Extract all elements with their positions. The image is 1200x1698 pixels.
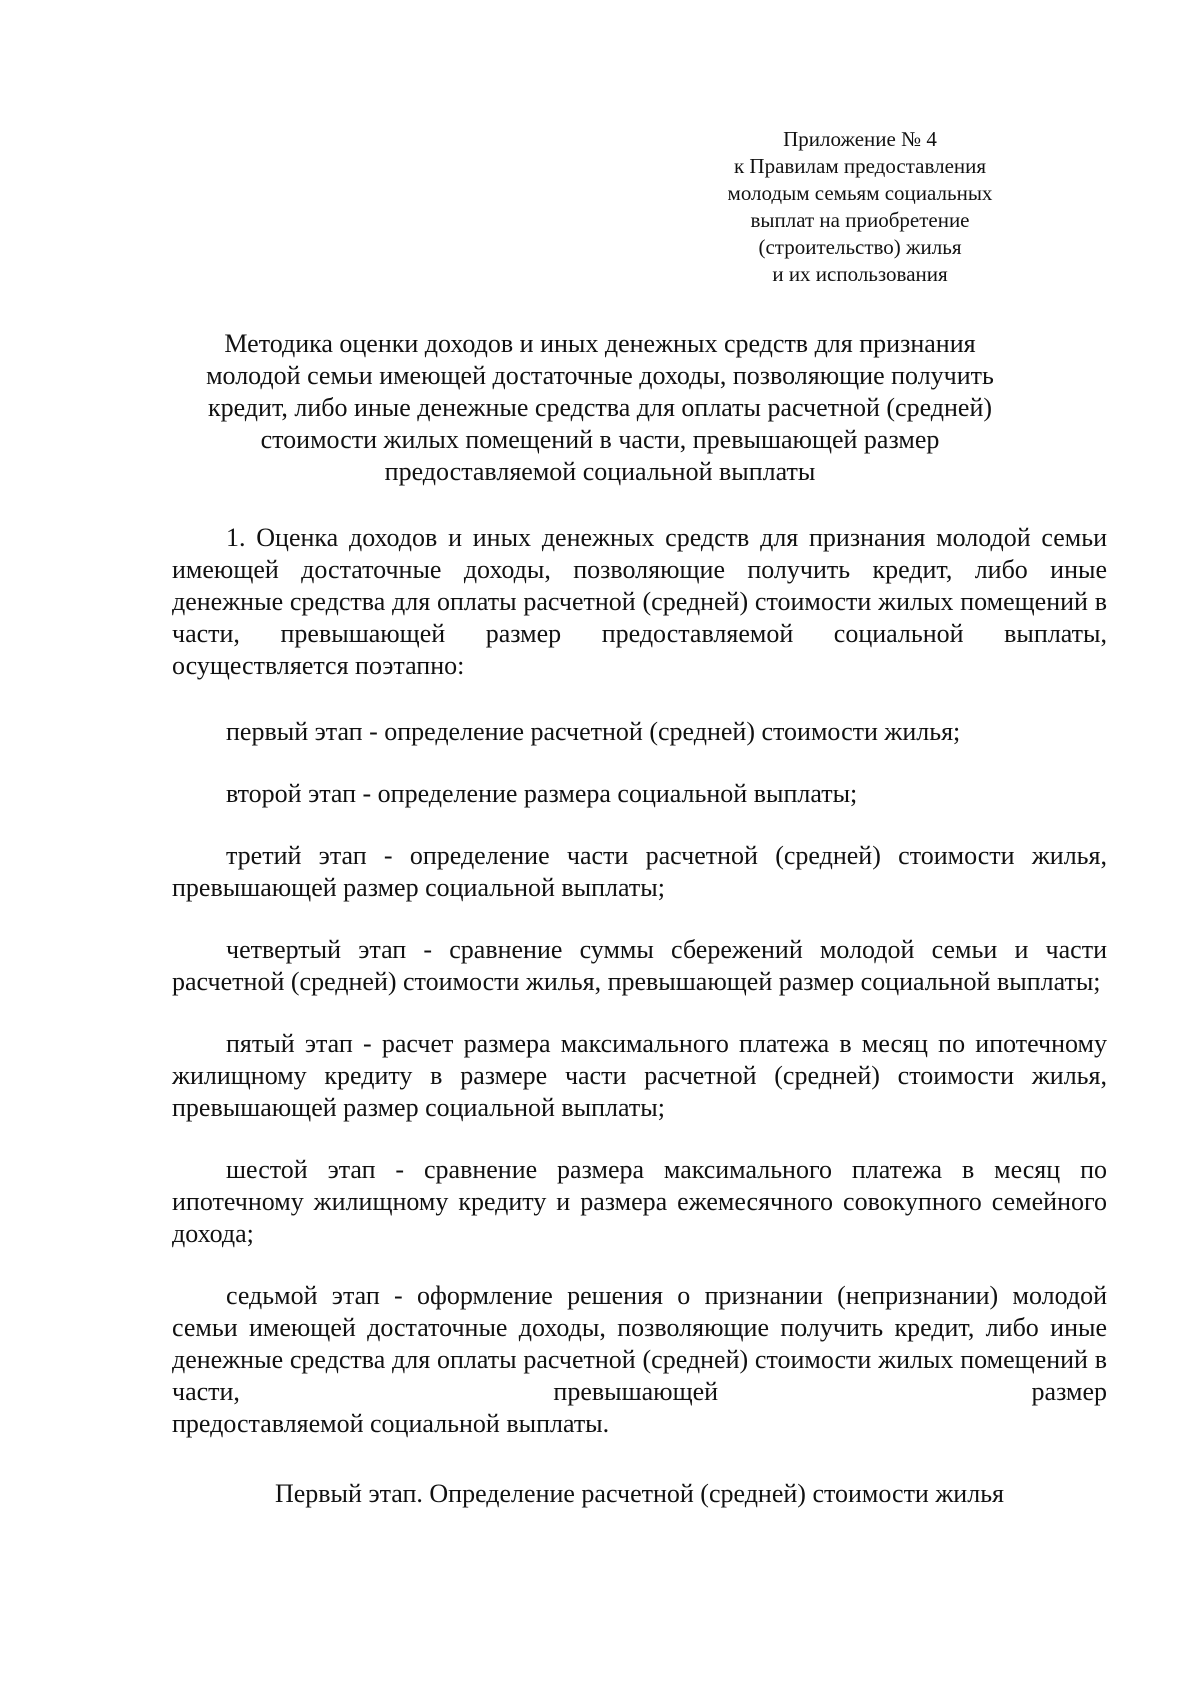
appendix-line: молодым семьям социальных: [727, 181, 993, 205]
title-line: кредит, либо иные денежные средства для оплаты расчетной (средней): [207, 393, 993, 422]
title-line: Методика оценки доходов и иных денежных средств для признания: [224, 329, 976, 358]
stage-7-paragraph: [172, 1280, 1107, 1440]
stage-7-text: седьмой этап - оформление решения о признании (непризнании) молодой семьи имеющей достаточные доходы, позволяющие получить кредит, либо иные денежные средства для оплаты расчетной (средней) стоимости жилых помещений в части, превышающей размер: [172, 1281, 1107, 1406]
stage-7-text-end: предоставляемой социальной выплаты.: [172, 1409, 610, 1438]
title-line: молодой семьи имеющей достаточные доходы, позволяющие получить: [206, 361, 994, 390]
appendix-line: к Правилам предоставления: [733, 154, 987, 178]
section-heading: Первый этап. Определение расчетной (средней) стоимости жилья: [274, 1479, 1005, 1508]
stage-3-paragraph: третий этап - определение части расчетной (средней) стоимости жилья, превышающей размер социальной выплаты;: [172, 841, 1107, 902]
intro-paragraph: 1. Оценка доходов и иных денежных средств для признания молодой семьи имеющей достаточные доходы, позволяющие получить кредит, либо иные денежные средства для оплаты расчетной (средней) стоимости жилых помещений в части, превышающей размер предоставляемой социальной выплаты, осуществляется поэтапно:: [172, 523, 1107, 680]
document-title: [150, 328, 1050, 488]
appendix-line: (строительство) жилья: [758, 235, 962, 259]
stage-5-paragraph: пятый этап - расчет размера максимального платежа в месяц по ипотечному жилищному кредиту в размере части расчетной (средней) стоимости жилья, превышающей размер социальной выплаты;: [172, 1029, 1107, 1122]
appendix-reference: [690, 126, 1030, 288]
document-body: [172, 522, 1107, 1510]
stage-6-paragraph: шестой этап - сравнение размера максимального платежа в месяц по ипотечному жилищному кредиту и размера ежемесячного совокупного семейного дохода;: [172, 1155, 1107, 1248]
appendix-line: и их использования: [772, 262, 948, 286]
title-line: предоставляемой социальной выплаты: [384, 457, 816, 486]
stage-2-paragraph: второй этап - определение размера социальной выплаты;: [226, 779, 858, 808]
stage-4-paragraph: четвертый этап - сравнение суммы сбережений молодой семьи и части расчетной (средней) стоимости жилья, превышающей размер социальной выплаты;: [172, 935, 1107, 996]
appendix-line: Приложение № 4: [783, 127, 937, 151]
title-line: стоимости жилых помещений в части, превышающей размер: [260, 425, 940, 454]
appendix-line: выплат на приобретение: [750, 208, 970, 232]
stage-1-paragraph: первый этап - определение расчетной (средней) стоимости жилья;: [226, 717, 961, 746]
